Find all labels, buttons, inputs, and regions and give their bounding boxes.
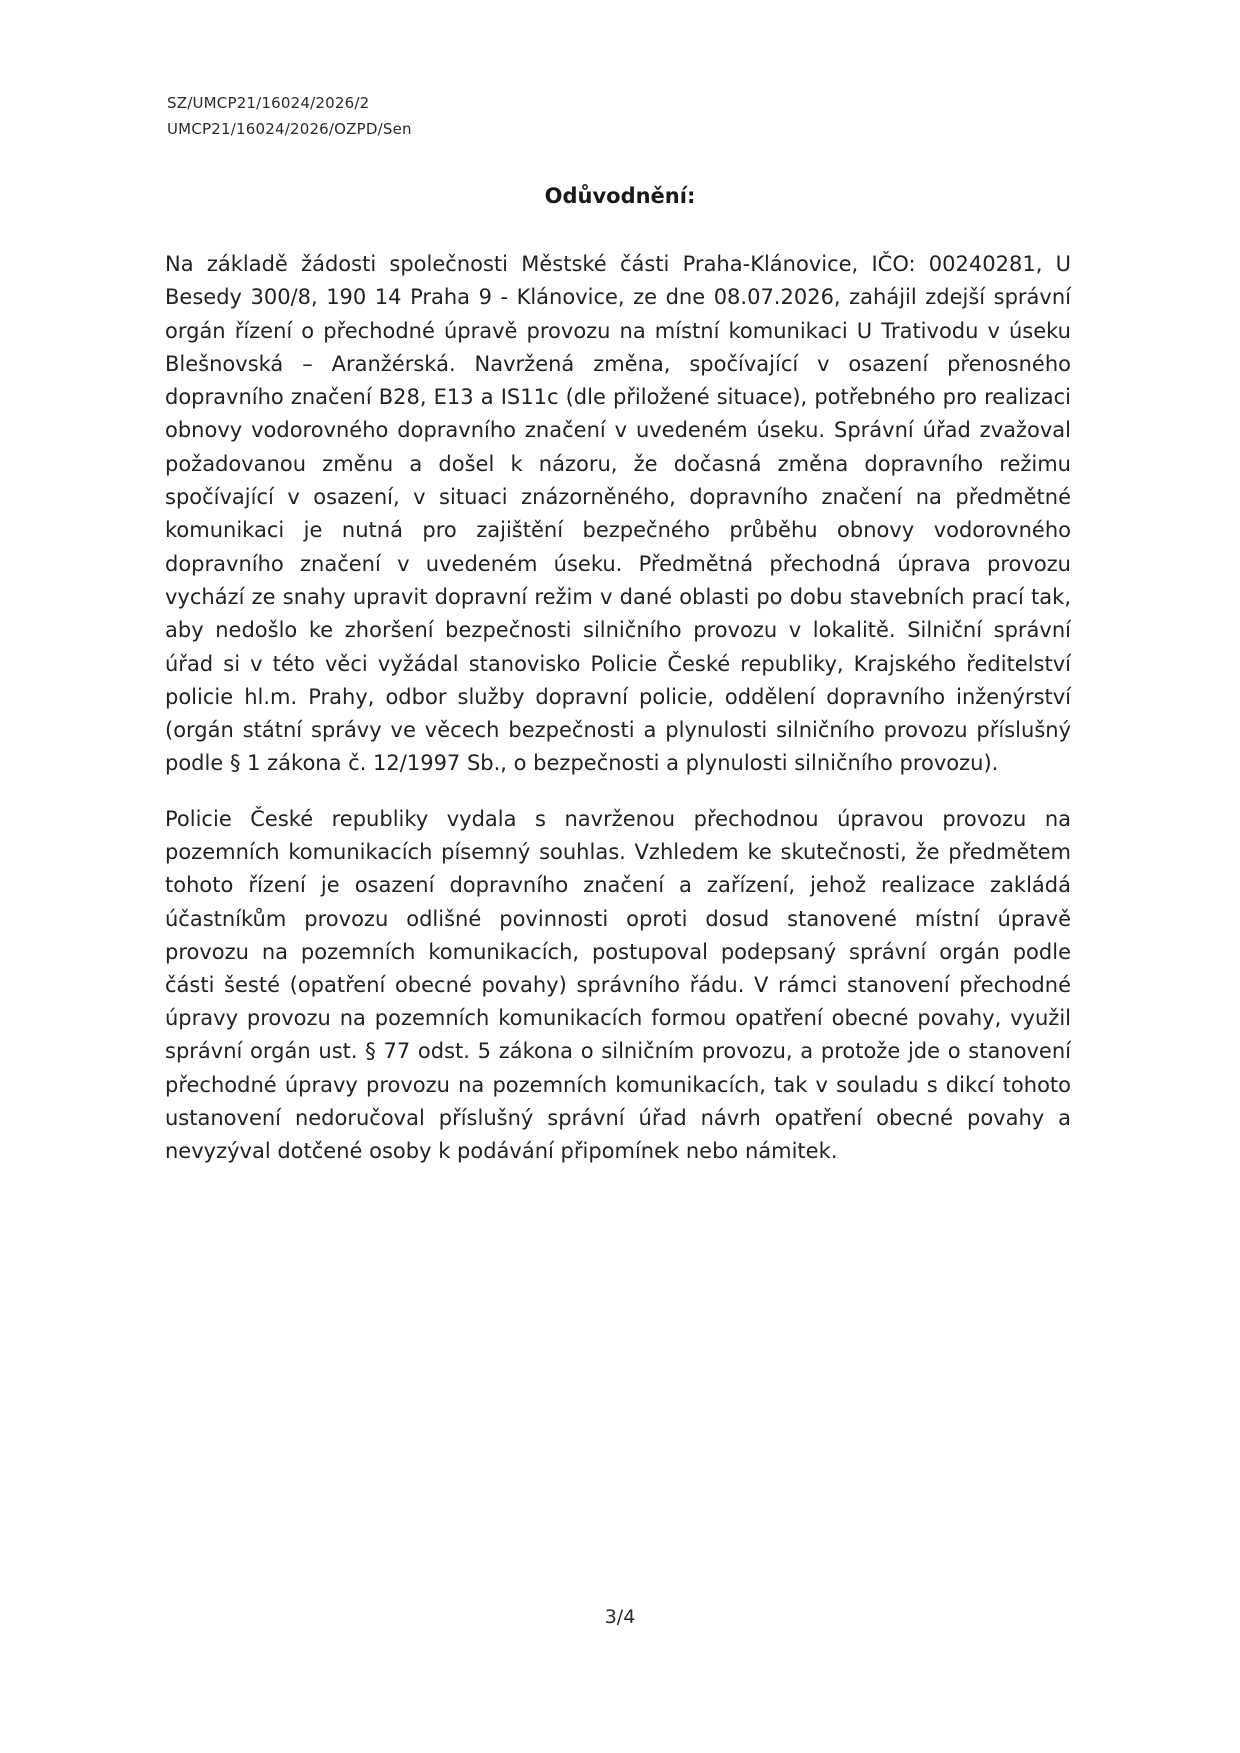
page-number: 3/4: [604, 1606, 636, 1628]
section-heading: Odůvodnění:: [544, 184, 696, 208]
justification-paragraph-1: Na základě žádosti společnosti Městské části Praha-Klánovice, IČO: 00240281, U Besedy 300/8, 190 14 Praha 9 - Klánovice, ze dne 08.07.2026, zahájil zdejší správní orgán řízení o přechodné úpravě provozu na místní komunikaci U Trativodu v úseku Blešnovská – Aranžérská. Navržená změna, spočívající v osazení přenosného dopravního značení B28, E13 a IS11c (dle přiložené situace), potřebného pro realizaci obnovy vodorovného dopravního značení v uvedeném úseku. Správní úřad zvažoval požadovanou změnu a došel k názoru, že dočasná změna dopravního režimu spočívající v osazení, v situaci znázorněného, dopravního značení na předmětné komunikaci je nutná pro zajištění bezpečného průběhu obnovy vodorovného dopravního značení v uvedeném úseku. Předmětná přechodná úprava provozu vychází ze snahy upravit dopravní režim v dané oblasti po dobu stavebních prací tak, aby nedošlo ke zhoršení bezpečnosti silničního provozu v lokalitě. Silniční správní úřad si v této věci vyžádal stanovisko Policie České republiky, Krajského ředitelství policie hl.m. Prahy, odbor služby dopravní policie, oddělení dopravního inženýrství (orgán státní správy ve věcech bezpečnosti a plynulosti silničního provozu příslušný podle § 1 zákona č. 12/1997 Sb., o bezpečnosti a plynulosti silničního provozu).: [165, 252, 1071, 776]
justification-paragraph-2: Policie České republiky vydala s navrženou přechodnou úpravou provozu na pozemních komunikacích písemný souhlas. Vzhledem ke skutečnosti, že předmětem tohoto řízení je osazení dopravního značení a zařízení, jehož realizace zakládá účastníkům provozu odlišné povinnosti oproti dosud stanovené místní úpravě provozu na pozemních komunikacích, postupoval podepsaný správní orgán podle části šesté (opatření obecné povahy) správního řádu. V rámci stanovení přechodné úpravy provozu na pozemních komunikacích formou opatření obecné povahy, využil správní orgán ust. § 77 odst. 5 zákona o silničním provozu, a protože jde o stanovení přechodné úpravy provozu na pozemních komunikacích, tak v souladu s dikcí tohoto ustanovení nedoručoval příslušný správní úřad návrh opatření obecné povahy a nevyzýval dotčené osoby k podávání připomínek nebo námitek.: [165, 807, 1071, 1164]
reference-number: SZ/UMCP21/16024/2026/2: [167, 94, 370, 112]
file-reference: UMCP21/16024/2026/OZPD/Sen: [167, 120, 412, 138]
